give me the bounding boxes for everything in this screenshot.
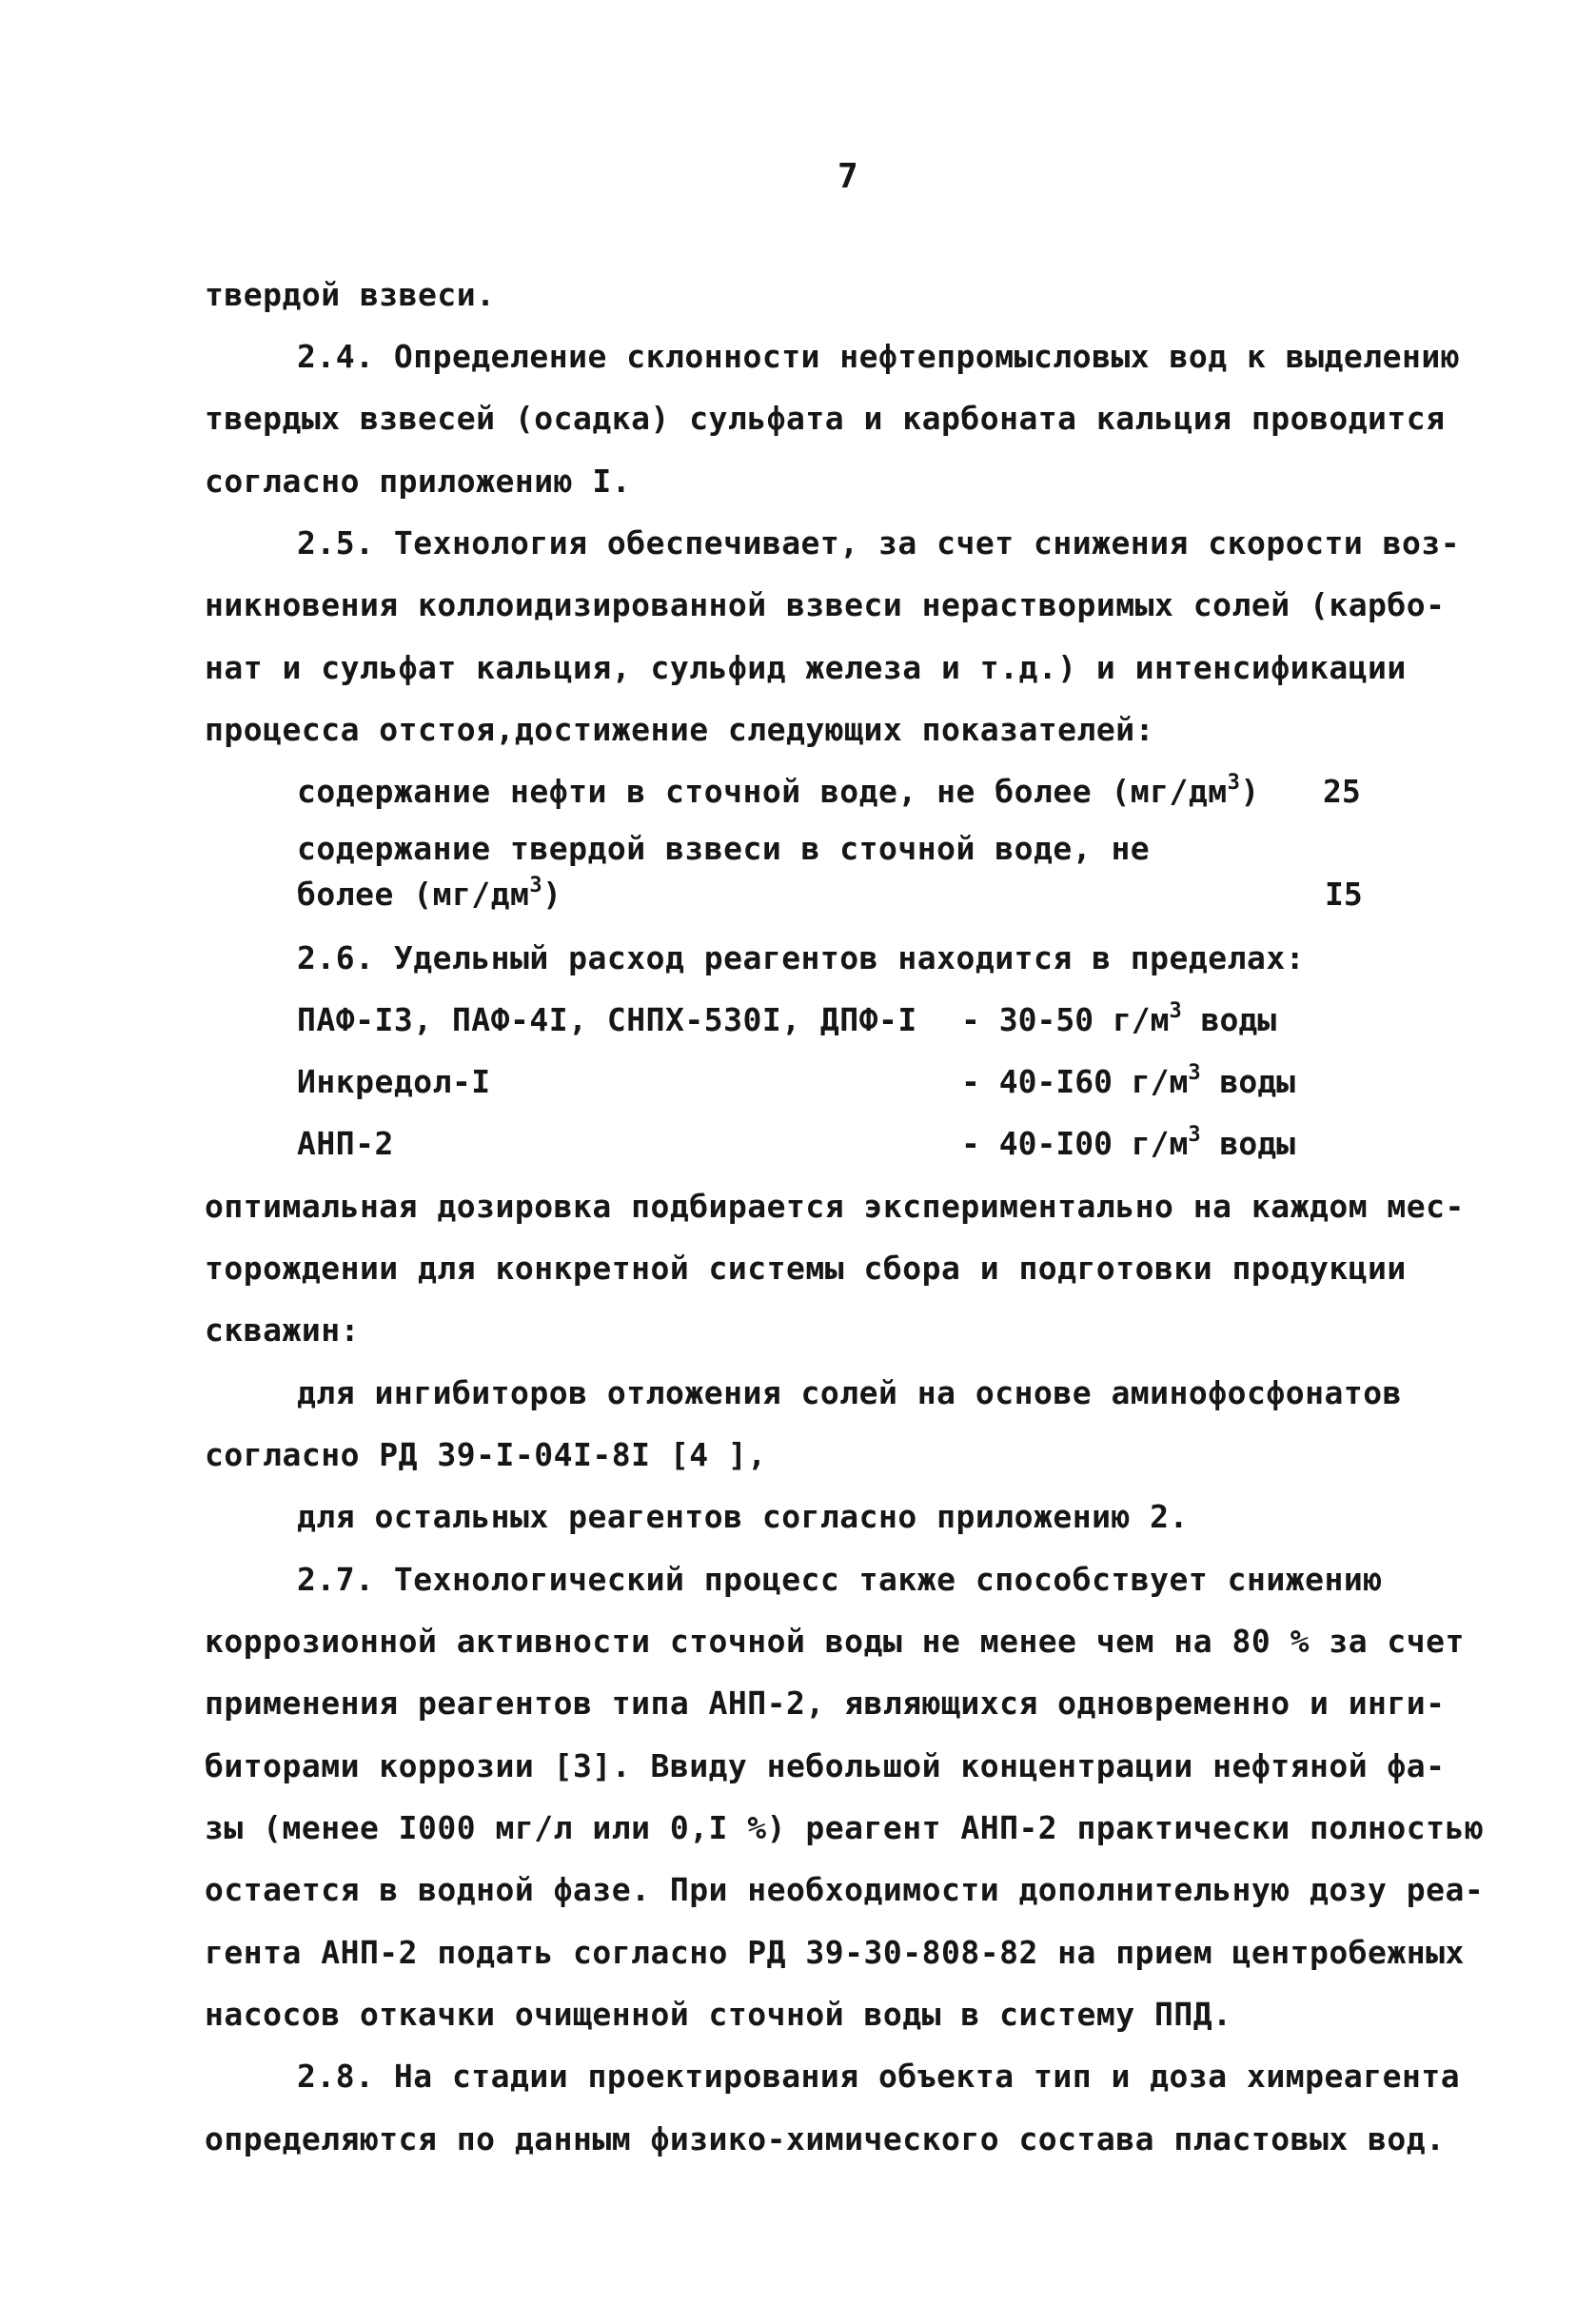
text-line: торождении для конкретной системы сбора и подготовки продукции: [205, 1250, 1407, 1287]
reagent-dose: - 30-50 $г/м^3$ воды: [961, 999, 1277, 1038]
text-line: биторами коррозии [3]. Ввиду небольшой концентрации нефтяной фа-: [205, 1747, 1446, 1784]
text-line: никновения коллоидизированной взвеси нерастворимых солей (карбо-: [205, 586, 1446, 623]
text-line: согласно приложению I.: [205, 463, 632, 500]
text-line: твердых взвесей (осадка) сульфата и карбоната кальция проводится: [205, 400, 1446, 437]
paragraph-2-7-start: 2.7. Технологический процесс также способствует снижению: [297, 1561, 1383, 1598]
text-line: гента АНП-2 подать согласно РД 39-30-808-82 на прием центробежных: [205, 1934, 1465, 1971]
text-line: определяются по данным физико-химического состава пластовых вод.: [205, 2120, 1446, 2157]
page-number: 7: [837, 157, 858, 196]
text-line: согласно РД 39-I-04I-8I [4 ],: [205, 1436, 767, 1473]
text-line: оптимальная дозировка подбирается экспериментально на каждом мес-: [205, 1188, 1465, 1225]
reagent-dose: - 40-I60 $г/м^3$ воды: [961, 1061, 1296, 1100]
text-line: процесса отстоя,достижение следующих показателей:: [205, 711, 1155, 748]
paragraph-2-4-start: 2.4. Определение склонности нефтепромысловых вод к выделению: [297, 338, 1461, 375]
indicator-solids-label: содержание твердой взвеси в сточной воде, не: [297, 830, 1151, 867]
text-line: остается в водной фазе. При необходимости дополнительную дозу реа-: [205, 1871, 1485, 1908]
reagent-name: АНП-2: [297, 1125, 394, 1162]
indicator-solids-value: I5: [1325, 876, 1363, 913]
text-line: зы (менее I000 мг/л или 0,I %) реагент АНП-2 практически полностью: [205, 1809, 1485, 1846]
paragraph-2-5-start: 2.5. Технология обеспечивает, за счет снижения скорости воз-: [297, 524, 1461, 561]
indicator-solids-label-cont: более $(мг/дм^3)$: [297, 874, 562, 913]
text-line: для ингибиторов отложения солей на основе аминофосфонатов: [297, 1374, 1402, 1411]
text-line: применения реагентов типа АНП-2, являющихся одновременно и инги-: [205, 1684, 1446, 1722]
indicator-oil-label: содержание нефти в сточной воде, не более $(мг/дм^3)$: [297, 771, 1260, 810]
paragraph-2-8-start: 2.8. На стадии проектирования объекта тип и доза химреагента: [297, 2058, 1461, 2095]
paragraph-2-6-start: 2.6. Удельный расход реагентов находится в пределах:: [297, 939, 1306, 976]
reagent-dose: - 40-I00 $г/м^3$ воды: [961, 1123, 1296, 1162]
text-line: коррозионной активности сточной воды не менее чем на 80 % за счет: [205, 1623, 1465, 1660]
text-line: насосов откачки очищенной сточной воды в систему ППД.: [205, 1996, 1232, 2033]
text-line: для остальных реагентов согласно приложению 2.: [297, 1498, 1189, 1535]
indicator-oil-value: 25: [1323, 773, 1361, 810]
text-line: твердой взвеси.: [205, 276, 496, 313]
reagent-name: Инкредол-I: [297, 1063, 491, 1100]
text-line: скважин:: [205, 1311, 360, 1349]
reagent-name: ПАФ-I3, ПАФ-4I, СНПХ-530I, ДПФ-I: [297, 1001, 917, 1038]
text-line: нат и сульфат кальция, сульфид железа и т.д.) и интенсификации: [205, 649, 1407, 686]
